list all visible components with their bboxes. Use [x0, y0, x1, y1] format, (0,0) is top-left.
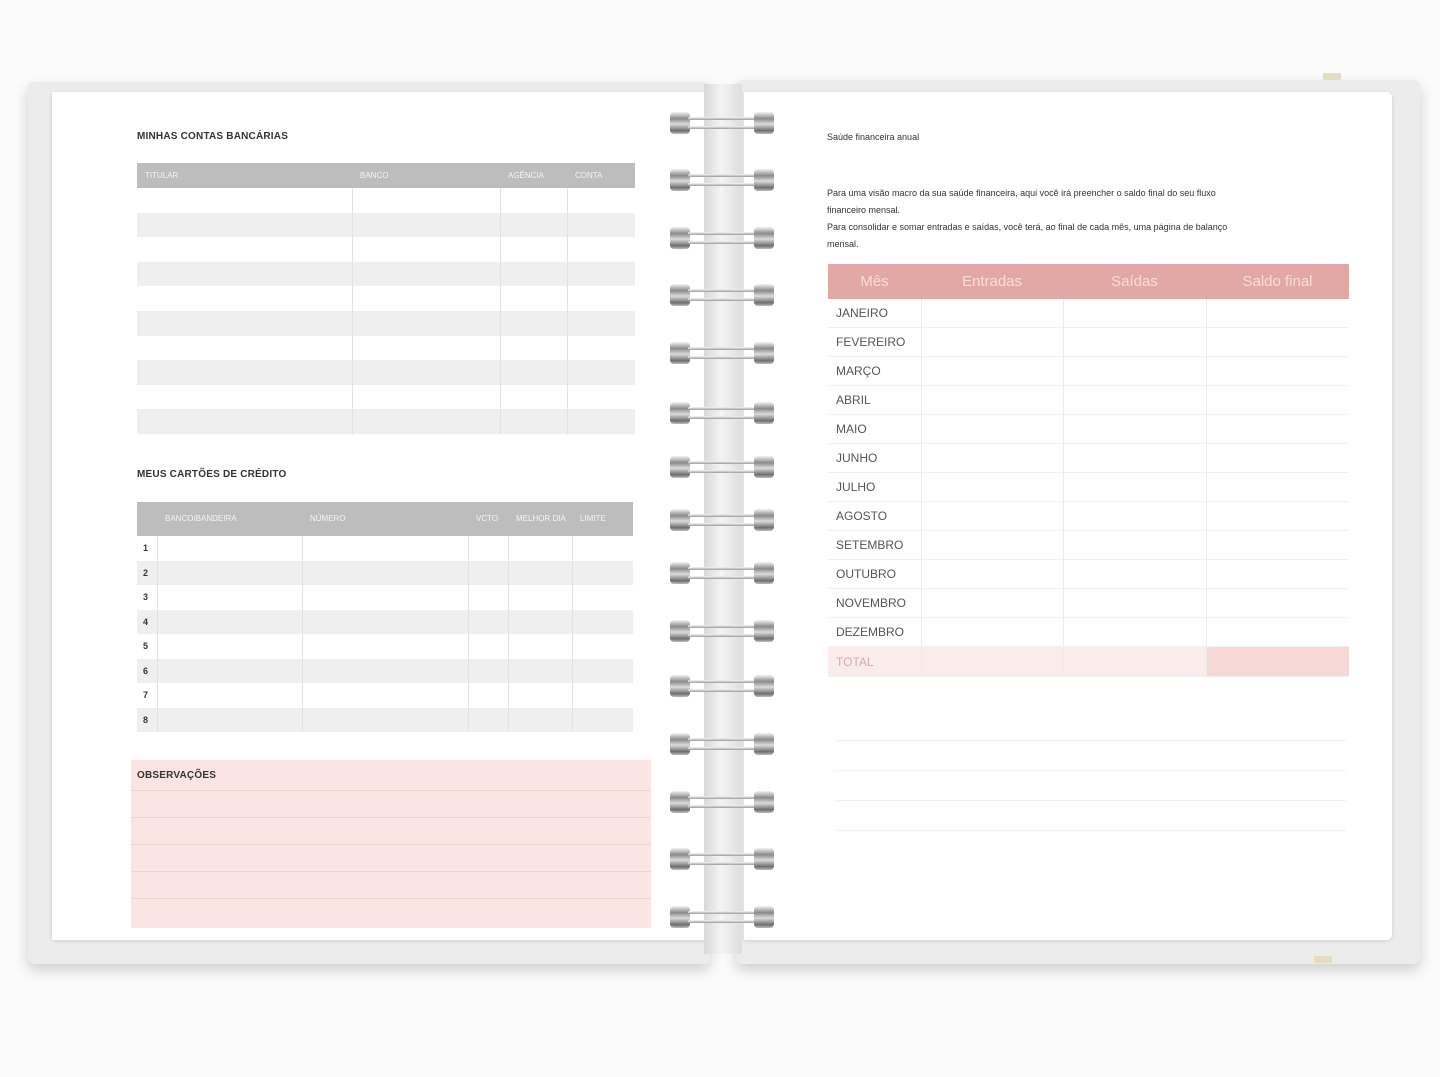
table-cell[interactable]: [302, 585, 468, 610]
month-row: [828, 328, 1349, 357]
intro-line: Para uma visão macro da sua saúde financeira, aqui você irá preencher o saldo final do seu fluxo: [827, 188, 1216, 198]
spiral-ring: [670, 562, 774, 584]
table-cell[interactable]: [137, 213, 352, 238]
table-cell[interactable]: [302, 610, 468, 635]
column-header-mes: Mês: [828, 264, 921, 299]
month-label: ABRIL: [828, 386, 921, 415]
page-title: Saúde financeira anual: [827, 132, 920, 142]
table-cell[interactable]: [352, 360, 500, 385]
month-label: MAIO: [828, 415, 921, 444]
table-cell[interactable]: [1063, 589, 1206, 618]
note-line: [834, 770, 1346, 771]
table-cell[interactable]: [1206, 502, 1349, 531]
table-cell[interactable]: [1063, 473, 1206, 502]
spiral-ring: [670, 509, 774, 531]
table-cell[interactable]: [572, 634, 633, 659]
table-cell[interactable]: [921, 589, 1063, 618]
month-row: [828, 357, 1349, 386]
column-header-banco: BANCO: [352, 163, 500, 188]
table-cell[interactable]: [468, 708, 508, 733]
column-header-limite: LIMITE: [572, 502, 633, 536]
row-number: 1: [137, 536, 157, 561]
table-cell[interactable]: [1063, 502, 1206, 531]
column-header-saidas: Saídas: [1063, 264, 1206, 299]
month-label: JANEIRO: [828, 299, 921, 328]
table-cell[interactable]: [567, 409, 635, 434]
spiral-ring: [670, 456, 774, 478]
table-cell[interactable]: [302, 708, 468, 733]
column-header-numero: NÚMERO: [302, 502, 468, 536]
table-cell[interactable]: [508, 708, 572, 733]
table-cell[interactable]: [500, 213, 567, 238]
table-cell[interactable]: [352, 336, 500, 361]
table-cell[interactable]: [137, 409, 352, 434]
table-cell[interactable]: [1063, 357, 1206, 386]
table-cell[interactable]: [567, 360, 635, 385]
spiral-ring: [670, 284, 774, 306]
notes-line: [131, 817, 651, 818]
table-cell[interactable]: [1206, 328, 1349, 357]
table-cell[interactable]: [352, 286, 500, 311]
table-cell[interactable]: [500, 237, 567, 262]
row-number: 5: [137, 634, 157, 659]
notes-line: [131, 844, 651, 845]
table-cell[interactable]: [468, 610, 508, 635]
table-cell[interactable]: [567, 237, 635, 262]
bank-accounts-table: [137, 163, 635, 434]
bookmark-ribbon-top: [1323, 73, 1341, 80]
notes-box: [131, 760, 651, 928]
table-cell[interactable]: [302, 561, 468, 586]
table-cell[interactable]: [508, 561, 572, 586]
table-cell[interactable]: [567, 262, 635, 287]
row-number: 3: [137, 585, 157, 610]
table-cell[interactable]: [500, 409, 567, 434]
intro-paragraph: [827, 185, 1347, 253]
note-line: [834, 800, 1346, 801]
table-cell[interactable]: [508, 610, 572, 635]
spiral-ring: [670, 848, 774, 870]
spiral-ring: [670, 791, 774, 813]
table-cell[interactable]: [921, 444, 1063, 473]
table-cell[interactable]: [508, 536, 572, 561]
table-row: [137, 659, 633, 684]
column-header-saldo-final: Saldo final: [1206, 264, 1349, 299]
notes-line: [131, 898, 651, 899]
table-cell[interactable]: [572, 659, 633, 684]
table-cell[interactable]: [921, 531, 1063, 560]
table-cell[interactable]: [1206, 299, 1349, 328]
month-label: DEZEMBRO: [828, 618, 921, 647]
table-cell[interactable]: [352, 262, 500, 287]
table-cell[interactable]: [352, 409, 500, 434]
table-cell[interactable]: [1063, 415, 1206, 444]
table-cell[interactable]: [567, 213, 635, 238]
table-cell[interactable]: [1206, 560, 1349, 589]
table-cell[interactable]: [1063, 328, 1206, 357]
table-cell[interactable]: [1206, 589, 1349, 618]
table-cell[interactable]: [500, 311, 567, 336]
row-number: 8: [137, 708, 157, 733]
table-cell[interactable]: [468, 536, 508, 561]
row-number: 6: [137, 659, 157, 684]
intro-line: financeiro mensal.: [827, 205, 901, 215]
month-row: [828, 415, 1349, 444]
table-cell[interactable]: [1206, 647, 1349, 677]
month-row: [828, 386, 1349, 415]
table-cell[interactable]: [567, 336, 635, 361]
table-cell[interactable]: [500, 336, 567, 361]
table-cell[interactable]: [567, 311, 635, 336]
table-cell[interactable]: [468, 585, 508, 610]
table-cell[interactable]: [921, 473, 1063, 502]
column-header-vcto: VCTO: [468, 502, 508, 536]
table-cell[interactable]: [1206, 473, 1349, 502]
table-cell[interactable]: [508, 659, 572, 684]
spiral-ring: [670, 733, 774, 755]
table-row: [137, 585, 633, 610]
spiral-ring: [670, 342, 774, 364]
month-row: [828, 502, 1349, 531]
table-cell[interactable]: [921, 647, 1063, 677]
table-cell[interactable]: [302, 536, 468, 561]
annual-finance-table: [828, 264, 1349, 677]
table-cell[interactable]: [572, 585, 633, 610]
row-number: 4: [137, 610, 157, 635]
month-row: [828, 473, 1349, 502]
table-cell[interactable]: [1206, 386, 1349, 415]
table-cell[interactable]: [302, 659, 468, 684]
table-cell[interactable]: [1063, 444, 1206, 473]
table-cell[interactable]: [157, 708, 302, 733]
table-cell[interactable]: [352, 213, 500, 238]
month-label: NOVEMBRO: [828, 589, 921, 618]
credit-cards-title: MEUS CARTÕES DE CRÉDITO: [137, 469, 287, 480]
table-cell[interactable]: [567, 385, 635, 410]
table-row: [137, 409, 635, 434]
intro-line: Para consolidar e somar entradas e saídas, você terá, ao final de cada mês, uma página de balanço: [827, 222, 1228, 232]
notes-line: [131, 871, 651, 872]
notes-line: [131, 790, 651, 791]
table-cell[interactable]: [1206, 618, 1349, 647]
spiral-ring: [670, 402, 774, 424]
table-cell[interactable]: [500, 286, 567, 311]
table-row: [137, 213, 635, 238]
spiral-ring: [670, 675, 774, 697]
table-cell[interactable]: [157, 683, 302, 708]
spiral-ring: [670, 620, 774, 642]
table-cell[interactable]: [352, 188, 500, 213]
table-cell[interactable]: [500, 262, 567, 287]
table-row: [137, 385, 635, 410]
total-row: [828, 647, 1349, 677]
table-cell[interactable]: [157, 585, 302, 610]
month-row: [828, 299, 1349, 328]
column-header-agencia: AGÊNCIA: [500, 163, 567, 188]
table-row: [137, 683, 633, 708]
table-cell[interactable]: [137, 311, 352, 336]
table-cell[interactable]: [1063, 386, 1206, 415]
column-header-melhor-dia: MELHOR DIA: [508, 502, 572, 536]
table-cell[interactable]: [157, 561, 302, 586]
total-label: TOTAL: [828, 647, 921, 677]
table-cell[interactable]: [572, 561, 633, 586]
table-cell[interactable]: [157, 610, 302, 635]
table-cell[interactable]: [572, 683, 633, 708]
table-cell[interactable]: [508, 683, 572, 708]
table-row: [137, 634, 633, 659]
note-line: [834, 740, 1346, 741]
month-row: [828, 444, 1349, 473]
column-header-conta: CONTA: [567, 163, 635, 188]
table-cell[interactable]: [302, 683, 468, 708]
table-cell[interactable]: [508, 634, 572, 659]
table-cell[interactable]: [921, 560, 1063, 589]
spiral-ring: [670, 227, 774, 249]
month-row: [828, 531, 1349, 560]
table-cell[interactable]: [1206, 444, 1349, 473]
month-label: SETEMBRO: [828, 531, 921, 560]
table-cell[interactable]: [352, 237, 500, 262]
table-cell[interactable]: [1206, 415, 1349, 444]
table-cell[interactable]: [508, 585, 572, 610]
month-row: [828, 589, 1349, 618]
table-cell[interactable]: [157, 634, 302, 659]
bookmark-ribbon-bottom: [1314, 956, 1332, 963]
month-label: OUTUBRO: [828, 560, 921, 589]
table-cell[interactable]: [137, 385, 352, 410]
table-row: [137, 262, 635, 287]
table-cell[interactable]: [1206, 531, 1349, 560]
table-cell[interactable]: [1063, 618, 1206, 647]
table-cell[interactable]: [137, 286, 352, 311]
table-cell[interactable]: [500, 360, 567, 385]
table-cell[interactable]: [500, 188, 567, 213]
table-cell[interactable]: [468, 634, 508, 659]
table-cell[interactable]: [137, 360, 352, 385]
table-cell[interactable]: [921, 299, 1063, 328]
column-header-titular: TITULAR: [137, 163, 352, 188]
spiral-ring: [670, 906, 774, 928]
table-cell[interactable]: [468, 683, 508, 708]
row-number: 2: [137, 561, 157, 586]
table-row: [137, 708, 633, 733]
table-cell[interactable]: [921, 328, 1063, 357]
table-cell[interactable]: [137, 336, 352, 361]
table-cell[interactable]: [572, 610, 633, 635]
column-header-entradas: Entradas: [921, 264, 1063, 299]
month-label: FEVEREIRO: [828, 328, 921, 357]
notes-title: OBSERVAÇÕES: [137, 770, 217, 781]
table-row: [137, 360, 635, 385]
table-cell[interactable]: [352, 311, 500, 336]
table-cell[interactable]: [921, 502, 1063, 531]
table-cell[interactable]: [1063, 560, 1206, 589]
table-cell[interactable]: [572, 536, 633, 561]
table-cell[interactable]: [137, 188, 352, 213]
month-label: JULHO: [828, 473, 921, 502]
table-cell[interactable]: [1063, 647, 1206, 677]
spiral-ring: [670, 169, 774, 191]
table-cell[interactable]: [567, 188, 635, 213]
bank-accounts-title: MINHAS CONTAS BANCÁRIAS: [137, 131, 289, 142]
table-cell[interactable]: [157, 659, 302, 684]
table-cell[interactable]: [157, 536, 302, 561]
credit-cards-table: [137, 502, 633, 732]
note-line: [834, 830, 1346, 831]
month-row: [828, 618, 1349, 647]
table-cell[interactable]: [302, 634, 468, 659]
table-cell[interactable]: [567, 286, 635, 311]
table-cell[interactable]: [137, 237, 352, 262]
table-row: [137, 536, 633, 561]
table-cell[interactable]: [572, 708, 633, 733]
table-cell[interactable]: [500, 385, 567, 410]
table-row: [137, 286, 635, 311]
table-row: [137, 561, 633, 586]
table-cell[interactable]: [1063, 531, 1206, 560]
table-cell[interactable]: [921, 357, 1063, 386]
table-cell[interactable]: [352, 385, 500, 410]
month-label: JUNHO: [828, 444, 921, 473]
column-header-banco-bandeira: BANCO/BANDEIRA: [157, 502, 302, 536]
table-cell[interactable]: [468, 659, 508, 684]
table-cell[interactable]: [921, 386, 1063, 415]
table-cell[interactable]: [1063, 299, 1206, 328]
intro-line: mensal.: [827, 239, 859, 249]
table-row: [137, 336, 635, 361]
table-cell[interactable]: [1206, 357, 1349, 386]
table-row: [137, 311, 635, 336]
month-label: MARÇO: [828, 357, 921, 386]
table-cell[interactable]: [468, 561, 508, 586]
spiral-ring: [670, 112, 774, 134]
table-row: [137, 610, 633, 635]
month-label: AGOSTO: [828, 502, 921, 531]
table-cell[interactable]: [921, 618, 1063, 647]
table-cell[interactable]: [921, 415, 1063, 444]
table-row: [137, 188, 635, 213]
table-row: [137, 237, 635, 262]
month-row: [828, 560, 1349, 589]
table-cell[interactable]: [137, 262, 352, 287]
row-number: 7: [137, 683, 157, 708]
